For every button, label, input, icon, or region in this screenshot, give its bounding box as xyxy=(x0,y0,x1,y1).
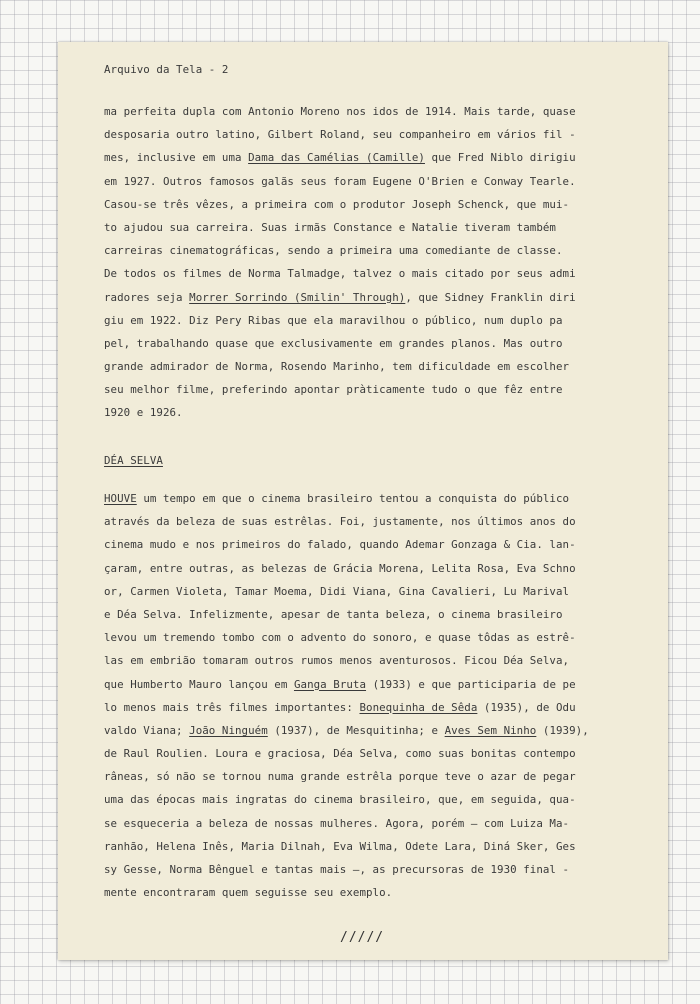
text-line xyxy=(104,858,630,881)
text-segment: (1937), de Mesquitinha; e xyxy=(267,723,445,737)
text-segment: lo menos mais três filmes importantes: xyxy=(104,700,360,714)
text-segment: or, Carmen Violeta, Tamar Moema, Didi Viana, Gina Cavalieri, Lu Marival xyxy=(104,584,570,598)
text-line xyxy=(104,649,630,672)
text-segment: pel, trabalhando quase que exclusivamente em grandes planos. Mas outro xyxy=(104,336,563,350)
text-line xyxy=(104,355,630,378)
text-line xyxy=(104,262,630,285)
text-segment: que Fred Niblo dirigiu xyxy=(424,151,576,165)
text-segment: cinema mudo e nos primeiros do falado, quando Ademar Gonzaga & Cia. lan- xyxy=(104,538,576,552)
text-line xyxy=(104,626,630,649)
closing-mark: ///// xyxy=(340,930,385,945)
text-segment: desposaria outro latino, Gilbert Roland, seu companheiro em vários fil - xyxy=(104,128,576,142)
text-segment: valdo Viana; xyxy=(104,723,190,737)
underlined-title: Morrer Sorrindo (Smilin' Through) xyxy=(189,290,406,304)
text-segment: se esqueceria a beleza de nossas mulheres. Agora, porém — com Luiza Ma- xyxy=(104,816,570,830)
section-title: DÉA SELVA xyxy=(104,454,163,467)
text-line xyxy=(104,100,630,123)
text-line xyxy=(104,696,630,719)
text-line xyxy=(104,216,630,239)
text-segment: de Raul Roulien. Loura e graciosa, Déa Selva, como suas bonitas contempo xyxy=(104,747,576,761)
text-line xyxy=(104,719,630,742)
text-line xyxy=(104,309,630,332)
text-segment: (1939), xyxy=(536,723,589,737)
text-segment: ma perfeita dupla com Antonio Moreno nos idos de 1914. Mais tarde, quase xyxy=(104,105,576,118)
text-segment: (1933) e que participaria de pe xyxy=(366,677,576,691)
text-line xyxy=(104,603,630,626)
text-segment: em 1927. Outros famosos galãs seus foram Eugene O'Brien e Conway Tearle. xyxy=(104,174,576,188)
text-line xyxy=(104,765,630,788)
text-line xyxy=(104,510,630,533)
text-segment: giu em 1922. Diz Pery Ribas que ela maravilhou o público, num duplo pa xyxy=(104,313,563,327)
text-segment: Casou-se três vêzes, a primeira com o produtor Joseph Schenck, que mui- xyxy=(104,197,570,211)
underlined-title: Aves Sem Ninho xyxy=(444,723,537,737)
text-line xyxy=(104,239,630,262)
text-segment: 1920 e 1926. xyxy=(104,406,183,420)
text-segment: râneas, só não se tornou numa grande estrêla porque teve o azar de pegar xyxy=(104,770,576,784)
text-segment: ranhão, Helena Inês, Maria Dilnah, Eva Wilma, Odete Lara, Diná Sker, Ges xyxy=(104,839,576,853)
page-header: Arquivo da Tela - 2 xyxy=(104,63,229,76)
text-line xyxy=(104,146,630,169)
text-line xyxy=(104,881,630,904)
text-segment: uma das épocas mais ingratas do cinema brasileiro, que, em seguida, qua- xyxy=(104,793,576,807)
underlined-title: Bonequinha de Sêda xyxy=(359,700,478,714)
text-line xyxy=(104,788,630,811)
underlined-title: HOUVE xyxy=(104,492,137,505)
text-line xyxy=(104,401,630,424)
text-segment: De todos os filmes de Norma Talmadge, talvez o mais citado por seus admi xyxy=(104,267,576,281)
text-segment: seu melhor filme, preferindo apontar pràticamente tudo o que fêz entre xyxy=(104,383,563,397)
text-segment: (1935), de Odu xyxy=(477,700,576,714)
text-line xyxy=(104,286,630,309)
text-segment: radores seja xyxy=(104,290,190,304)
text-segment: levou um tremendo tombo com o advento do sonoro, e quase tôdas as estrê- xyxy=(104,631,576,645)
text-line xyxy=(104,170,630,193)
text-segment: mes, inclusive em uma xyxy=(104,151,249,165)
text-line xyxy=(104,332,630,355)
underlined-title: Ganga Bruta xyxy=(293,677,367,691)
paragraph-dea-selva xyxy=(104,487,630,904)
text-line xyxy=(104,835,630,858)
text-line xyxy=(104,557,630,580)
text-segment: çaram, entre outras, as belezas de Grácia Morena, Lelita Rosa, Eva Schno xyxy=(104,561,576,575)
text-line xyxy=(104,378,630,401)
text-line xyxy=(104,580,630,603)
text-segment: mente encontraram quem seguisse seu exemplo. xyxy=(104,886,393,900)
paragraph-norma-talmadge xyxy=(104,100,630,425)
text-segment: um tempo em que o cinema brasileiro tentou a conquista do público xyxy=(136,492,570,505)
text-line xyxy=(104,742,630,765)
underlined-title: Dama das Camélias (Camille) xyxy=(248,151,425,165)
text-line xyxy=(104,123,630,146)
text-segment: sy Gesse, Norma Bênguel e tantas mais —, as precursoras de 1930 final - xyxy=(104,863,570,876)
text-line xyxy=(104,673,630,696)
text-line xyxy=(104,193,630,216)
text-segment: grande admirador de Norma, Rosendo Marinho, tem dificuldade em escolher xyxy=(104,360,570,374)
text-segment: que Humberto Mauro lançou em xyxy=(104,677,294,691)
text-line xyxy=(104,487,630,510)
text-line xyxy=(104,812,630,835)
text-line xyxy=(104,533,630,556)
underlined-title: João Ninguém xyxy=(189,723,268,737)
text-segment: carreiras cinematográficas, sendo a primeira uma comediante de classe. xyxy=(104,244,563,258)
text-segment: to ajudou sua carreira. Suas irmãs Constance e Natalie tiveram também xyxy=(104,220,556,234)
text-segment: , que Sidney Franklin diri xyxy=(405,290,576,304)
text-segment: e Déa Selva. Infelizmente, apesar de tanta beleza, o cinema brasileiro xyxy=(104,607,563,621)
text-segment: através da beleza de suas estrêlas. Foi, justamente, nos últimos anos do xyxy=(104,515,576,529)
text-segment: las em embrião tomaram outros rumos menos aventurosos. Ficou Déa Selva, xyxy=(104,654,570,668)
